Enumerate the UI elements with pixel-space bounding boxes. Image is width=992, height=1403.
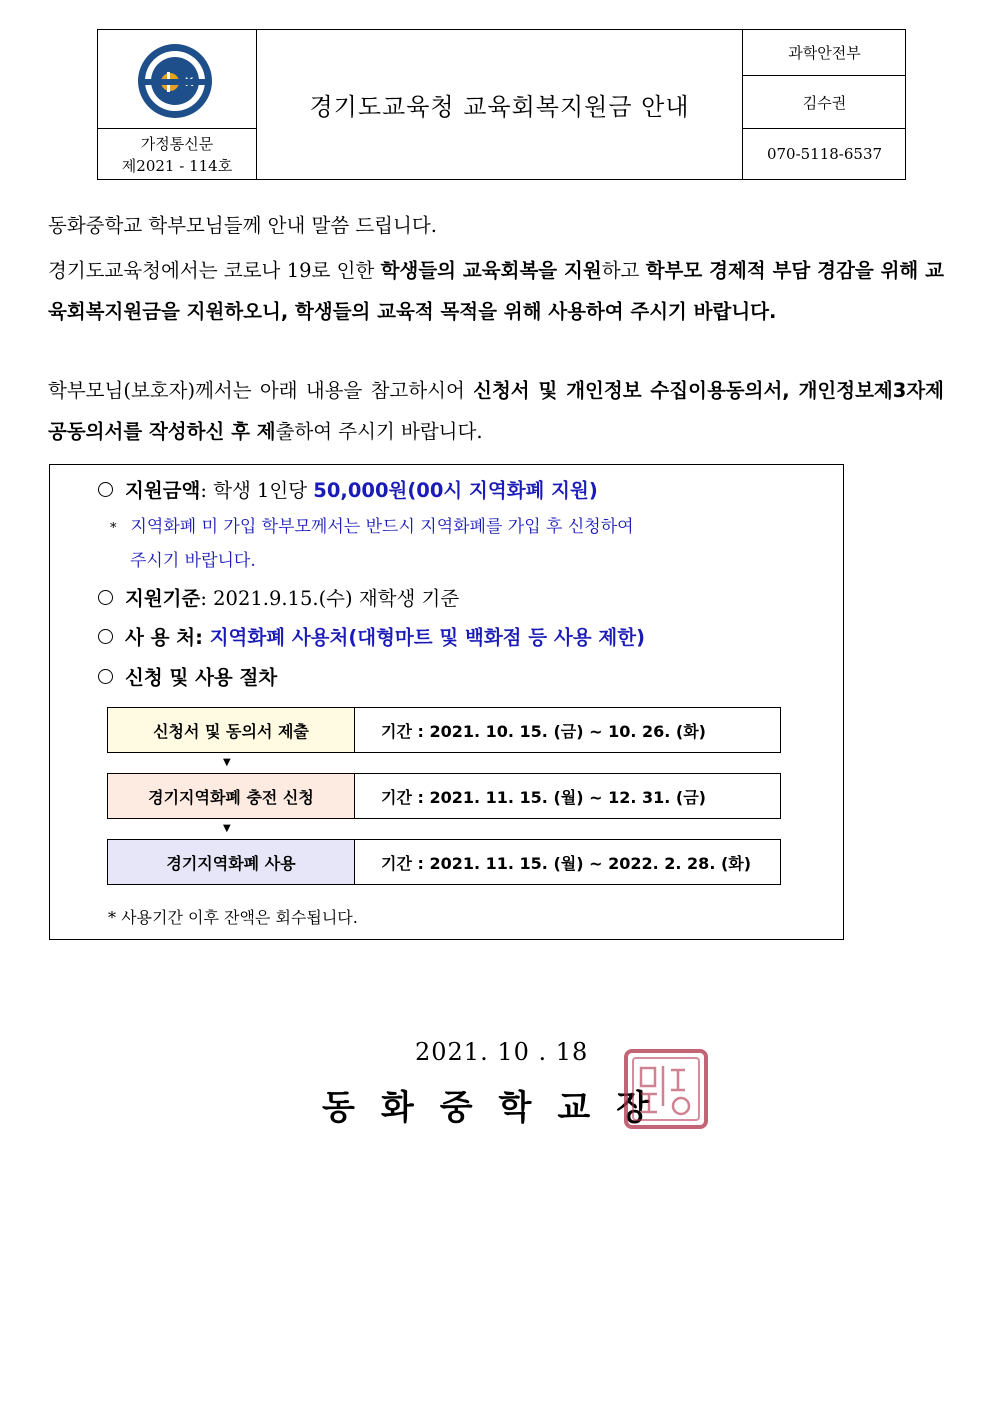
circle-bullet-icon [98,669,113,684]
usage-value: 지역화폐 사용처(대형마트 및 백화점 등 사용 제한) [209,626,645,649]
footnote: * 사용기간 이후 잔액은 회수됩니다. [108,908,358,927]
amount-line [98,475,598,503]
procedure-line [98,662,277,690]
step-use [107,839,781,885]
circle-bullet-icon [98,629,113,644]
intro-bold-2: 학부모 경제적 부담 경감을 위해 교육회복지원금을 지원하오니, 학생들의 교육적 목적을 위해 사용하여 주시기 바랍니다. [48,259,944,323]
amount-note [110,511,634,578]
official-seal-icon [623,1048,709,1130]
down-arrow-icon: ▼ [223,757,231,768]
step-label: 경기지역화폐 사용 [108,840,355,884]
header-table [97,29,906,180]
request-text-2: 출하여 주시기 바랍니다. [275,420,483,443]
usage-label: 사 용 처 [125,626,196,649]
asterisk-mark: * [110,521,117,536]
contact-person: 김수권 [743,76,906,129]
procedure-label: 신청 및 사용 절차 [125,666,278,689]
usage-colon: : [195,626,210,649]
contact-cells [742,30,906,179]
greeting: 동화중학교 학부모님들께 안내 말씀 드립니다. [48,214,437,237]
issue-date: 2021. 10 . 18 [415,1038,589,1066]
down-arrow-icon: ▼ [223,823,231,834]
amount-text: : 학생 1인당 [200,479,314,502]
request-bold: 신청서 및 개인정보 수집이용동의서, 개인정보제3자제공동의서를 작성하신 후 제 [48,379,945,443]
usage-line [98,622,645,650]
step-label: 신청서 및 동의서 제출 [108,708,355,752]
phone-number: 070-5118-6537 [766,145,883,163]
logo-cell [98,30,257,129]
circle-bullet-icon [98,482,113,497]
step-label: 경기지역화폐 충전 신청 [108,774,355,818]
amount-note-line2: 주시기 바랍니다. [130,551,256,571]
amount-note-line1: 지역화폐 미 가입 학부모께서는 반드시 지역화폐를 가입 후 신청하여 [130,517,634,537]
intro-paragraph [48,250,944,332]
intro-bold-1: 학생들의 교육회복을 지원 [380,259,602,282]
newsletter-label: 가정통신문 [140,135,214,153]
newsletter-number: 제2021 - 114호 [121,157,233,175]
request-paragraph [48,370,944,452]
circle-bullet-icon [98,590,113,605]
intro-text-1: 경기도교육청에서는 코로나 19로 인한 [48,259,381,282]
school-signature: 동화중학교장 [322,1088,676,1128]
criteria-line [98,583,459,611]
request-text-1: 학부모님(보호자)께서는 아래 내용을 참고하시어 [48,379,474,402]
step-period: 기간 : 2021. 10. 15. (금) ~ 10. 26. (화) [381,721,706,741]
intro-text-2: 하고 [601,259,646,282]
page-title: 경기도교육청 교육회복지원금 안내 [309,93,690,121]
info-box [49,464,844,940]
newsletter-number-cell [98,129,257,180]
step-submit [107,707,781,753]
step-period: 기간 : 2021. 11. 15. (월) ~ 2022. 2. 28. (화) [381,853,752,873]
criteria-label: 지원기준 [125,587,201,610]
department: 과학안전부 [743,30,906,76]
step-charge [107,773,781,819]
amount-label: 지원금액 [125,479,201,502]
school-logo [136,42,214,120]
criteria-text: : 2021.9.15.(수) 재학생 기준 [200,587,460,610]
step-period: 기간 : 2021. 11. 15. (월) ~ 12. 31. (금) [381,787,706,807]
amount-value: 50,000원(00시 지역화폐 지원) [313,479,598,502]
